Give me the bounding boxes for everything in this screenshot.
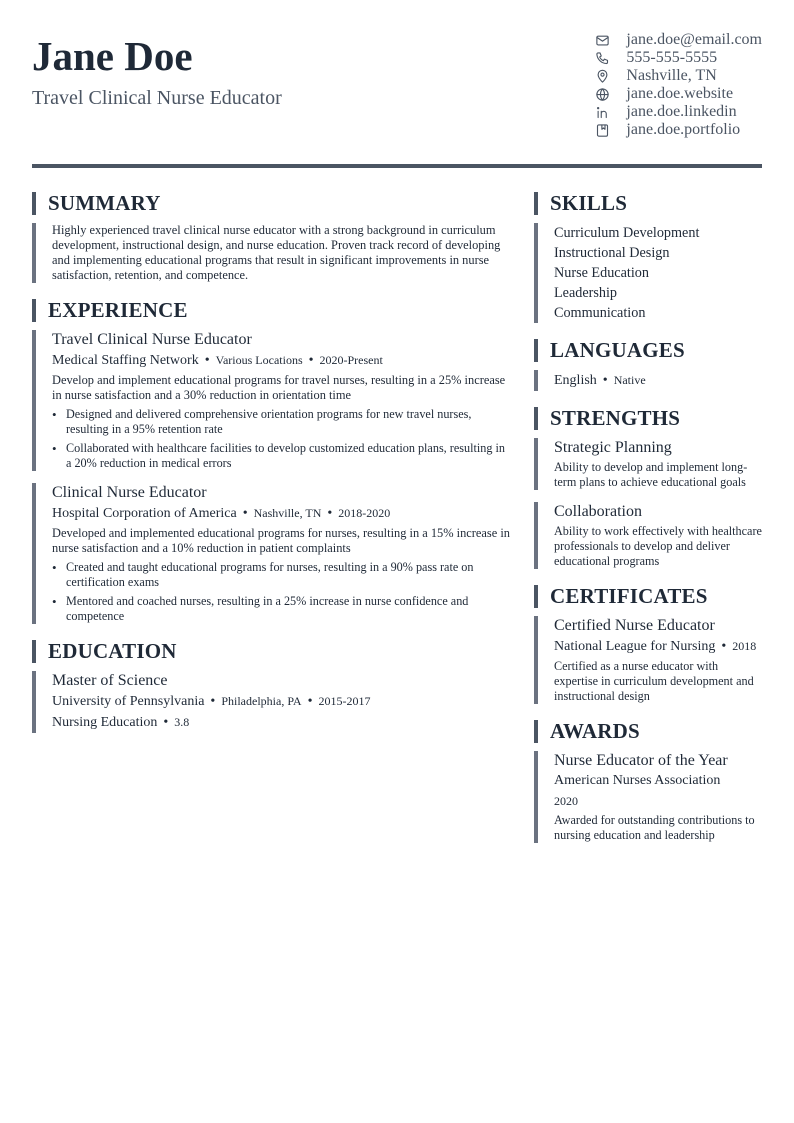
strength-description: Ability to work effectively with healthcare professionals to develop and deliver educational programs (554, 524, 762, 568)
award-year: 2020 (554, 794, 578, 808)
award-description: Awarded for outstanding contributions to nursing education and leadership (554, 813, 755, 842)
languages-heading: LANGUAGES (534, 339, 762, 362)
award-issuer: American Nurses Association (554, 773, 721, 788)
contact-phone[interactable] (594, 49, 762, 67)
contact-portfolio-text: jane.doe.portfolio (626, 121, 741, 138)
summary-heading: SUMMARY (32, 192, 512, 215)
job-bullet: • Collaborated with healthcare facilities to develop customized education plans, resulting in a 20% reduction in medical errors (52, 441, 512, 471)
certificate-description: Certified as a nurse educator with expertise in curriculum development and instructional design (554, 659, 754, 703)
resume-header (32, 0, 762, 166)
certificate-meta (554, 636, 762, 657)
certificate-issuer: National League for Nursing (554, 639, 716, 654)
skill-item: Curriculum Development (554, 225, 700, 241)
award-title: Nurse Educator of the Year (554, 752, 728, 769)
award-entry (534, 751, 762, 843)
job-dates: 2018-2020 (338, 506, 391, 520)
strength-title: Collaboration (554, 503, 642, 520)
job-dates: 2020-Present (319, 353, 383, 367)
language-row (554, 370, 762, 391)
contact-location (594, 67, 762, 85)
education-entry (32, 671, 512, 733)
job-company: Hospital Corporation of America (52, 506, 237, 521)
mail-icon (594, 32, 610, 48)
job-bullet: • Created and taught educational programs for nurses, resulting in a 90% pass rate on certification exams (52, 560, 512, 590)
job-company: Medical Staffing Network (52, 353, 199, 368)
strength-entry (534, 502, 762, 569)
contact-email-text: jane.doe@email.com (626, 31, 762, 48)
certificates-heading: CERTIFICATES (534, 585, 762, 608)
job-title: Clinical Nurse Educator (52, 484, 207, 501)
degree: Master of Science (52, 672, 168, 689)
language-entry (534, 370, 762, 391)
job-entry (32, 330, 512, 471)
language-name: English (554, 373, 597, 388)
skills-heading: SKILLS (534, 192, 762, 215)
separator-dot: • (721, 639, 727, 654)
certificate-entry (534, 616, 762, 704)
field-of-study: Nursing Education (52, 715, 158, 730)
contact-linkedin[interactable] (594, 103, 762, 121)
language-level: Native (613, 373, 646, 387)
header-divider (32, 164, 762, 168)
job-location: Various Locations (215, 353, 303, 367)
right-column (534, 192, 762, 843)
job-bullet: • Designed and delivered comprehensive orientation programs for new travel nurses, resulting in a 95% retention rate (52, 407, 512, 437)
education-dates: 2015-2017 (318, 694, 371, 708)
strength-description: Ability to develop and implement long-term plans to achieve educational goals (554, 460, 748, 489)
separator-dot: • (602, 373, 608, 388)
location-pin-icon (594, 68, 610, 84)
contact-location-text: Nashville, TN (626, 67, 717, 84)
candidate-name: Jane Doe (32, 33, 193, 79)
job-entry (32, 483, 512, 624)
separator-dot: • (242, 506, 248, 521)
school: University of Pennsylvania (52, 694, 205, 709)
contact-phone-text: 555-555-5555 (626, 49, 718, 66)
phone-icon (594, 50, 610, 66)
contact-website[interactable] (594, 85, 762, 103)
left-column (32, 192, 512, 733)
separator-dot: • (210, 694, 216, 709)
skill-item: Communication (554, 305, 646, 321)
strength-title: Strategic Planning (554, 439, 672, 456)
separator-dot: • (307, 694, 313, 709)
job-bullet: • Mentored and coached nurses, resulting in a 25% increase in nurse confidence and competence (52, 594, 512, 624)
separator-dot: • (308, 353, 314, 368)
experience-heading: EXPERIENCE (32, 299, 512, 322)
candidate-title: Travel Clinical Nurse Educator (32, 87, 282, 109)
summary-text: Highly experienced travel clinical nurse educator with a strong background in curriculum development, instructional design, and nurse education. Proven track record of developing and implementing educational programs that result in significant improvements in nurse satisfaction, retention, and competence. (52, 223, 501, 282)
certificate-title: Certified Nurse Educator (554, 617, 715, 634)
skill-item: Nurse Education (554, 265, 649, 281)
job-meta (52, 350, 512, 371)
summary-block (32, 223, 512, 283)
awards-heading: AWARDS (534, 720, 762, 743)
education-heading: EDUCATION (32, 640, 512, 663)
job-bullets (52, 560, 512, 624)
separator-dot: • (204, 353, 210, 368)
resume-page (32, 0, 762, 842)
gpa: 3.8 (174, 715, 190, 729)
job-description: Developed and implemented educational programs for nurses, resulting in a 15% increase in nurse satisfaction and a 10% reduction in patient complaints (52, 526, 510, 555)
strengths-heading: STRENGTHS (534, 407, 762, 430)
contact-website-text: jane.doe.website (626, 85, 734, 102)
job-meta (52, 503, 512, 524)
certificate-year: 2018 (732, 639, 757, 653)
contact-list (594, 31, 762, 139)
contact-portfolio[interactable] (594, 121, 762, 139)
job-description: Develop and implement educational programs for travel nurses, resulting in a 25% increase in nurse satisfaction and a 30% reduction in orientation time (52, 373, 506, 402)
linkedin-icon (594, 104, 610, 120)
contact-linkedin-text: jane.doe.linkedin (626, 103, 737, 120)
separator-dot: • (163, 715, 169, 730)
contact-email[interactable] (594, 31, 762, 49)
skills-list (534, 223, 762, 323)
education-field-meta (52, 712, 512, 733)
job-bullets (52, 407, 512, 471)
strength-entry (534, 438, 762, 490)
skill-item: Instructional Design (554, 245, 670, 261)
job-location: Nashville, TN (253, 506, 322, 520)
job-title: Travel Clinical Nurse Educator (52, 331, 252, 348)
school-location: Philadelphia, PA (221, 694, 302, 708)
bookmark-icon (594, 122, 610, 138)
education-meta (52, 691, 512, 712)
globe-icon (594, 86, 610, 102)
skill-item: Leadership (554, 285, 618, 301)
separator-dot: • (327, 506, 333, 521)
